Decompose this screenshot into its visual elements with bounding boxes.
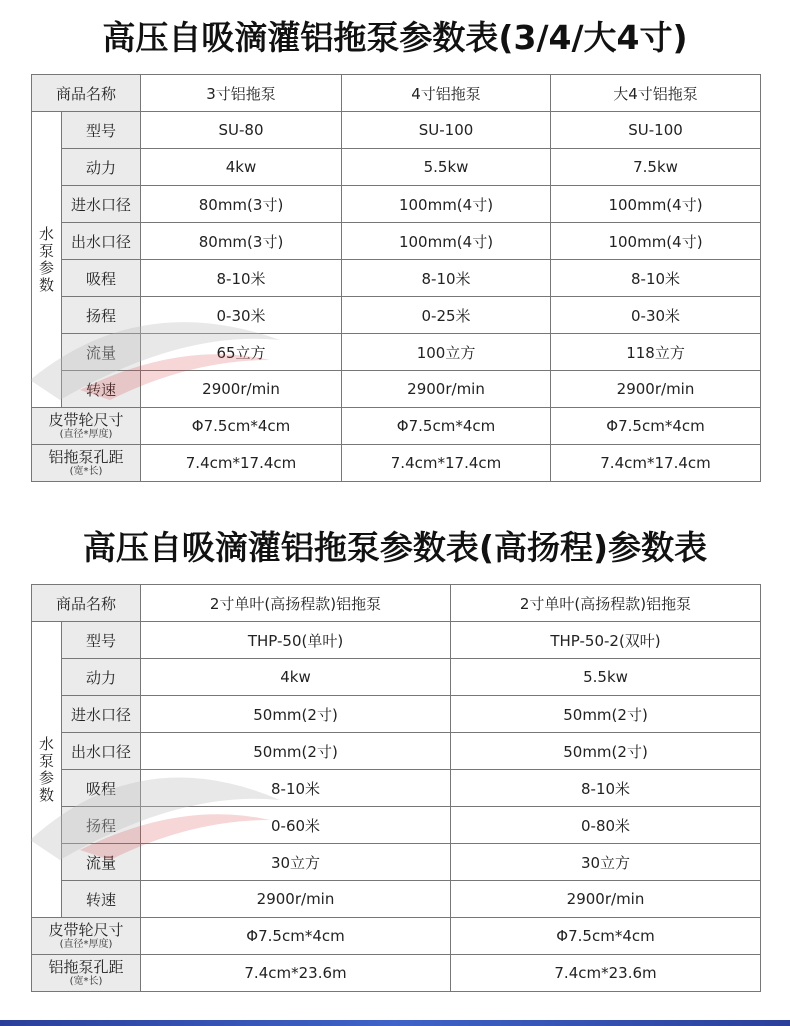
row-label-with-sub xyxy=(32,408,141,445)
table-row xyxy=(32,733,761,770)
table-row xyxy=(32,770,761,807)
table-cell: Φ7.5cm*4cm xyxy=(342,408,551,445)
row-label: 转速 xyxy=(62,371,141,408)
table-cell: Φ7.5cm*4cm xyxy=(551,408,761,445)
table-row xyxy=(32,807,761,844)
product-column-header: 4寸铝拖泵 xyxy=(342,75,551,112)
table-cell: 0-25米 xyxy=(342,297,551,334)
row-label: 皮带轮尺寸 xyxy=(48,411,124,429)
product-column-header: 2寸单叶(高扬程款)铝拖泵 xyxy=(141,585,451,622)
row-label-with-sub xyxy=(32,918,141,955)
table-cell: 8-10米 xyxy=(141,260,342,297)
product-column-header: 3寸铝拖泵 xyxy=(141,75,342,112)
spec-table-2 xyxy=(31,584,761,992)
row-sublabel: (直径*厚度) xyxy=(59,429,113,440)
table-cell: 8-10米 xyxy=(342,260,551,297)
table-cell: 30立方 xyxy=(141,844,451,881)
row-label: 流量 xyxy=(62,844,141,881)
table-cell: 80mm(3寸) xyxy=(141,223,342,260)
table-cell: Φ7.5cm*4cm xyxy=(141,408,342,445)
table-row xyxy=(32,881,761,918)
table-cell: 50mm(2寸) xyxy=(141,733,451,770)
row-label: 动力 xyxy=(62,659,141,696)
table-cell: Φ7.5cm*4cm xyxy=(451,918,761,955)
product-column-header: 大4寸铝拖泵 xyxy=(551,75,761,112)
table-cell: 7.4cm*17.4cm xyxy=(551,445,761,482)
table-row xyxy=(32,445,761,482)
header-row xyxy=(32,75,761,112)
table-cell: 0-60米 xyxy=(141,807,451,844)
row-sublabel: (宽*长) xyxy=(69,466,103,477)
table-row xyxy=(32,149,761,186)
row-label: 吸程 xyxy=(62,260,141,297)
table-cell: 118立方 xyxy=(551,334,761,371)
row-label: 动力 xyxy=(62,149,141,186)
table-row xyxy=(32,334,761,371)
row-label: 皮带轮尺寸 xyxy=(48,921,124,939)
table-row xyxy=(32,696,761,733)
row-label: 扬程 xyxy=(62,807,141,844)
table-row xyxy=(32,371,761,408)
table-cell: 7.4cm*23.6m xyxy=(451,955,761,992)
table-cell: 4kw xyxy=(141,149,342,186)
table-cell: 100mm(4寸) xyxy=(551,223,761,260)
table-row xyxy=(32,955,761,992)
table-cell: 8-10米 xyxy=(451,770,761,807)
table-cell: 2900r/min xyxy=(551,371,761,408)
table-cell: 100mm(4寸) xyxy=(551,186,761,223)
table-row xyxy=(32,297,761,334)
table-cell: 50mm(2寸) xyxy=(141,696,451,733)
row-label: 转速 xyxy=(62,881,141,918)
table-row xyxy=(32,260,761,297)
table-row xyxy=(32,112,761,149)
pump-params-group-label: 水泵参数 xyxy=(32,622,62,918)
row-label: 进水口径 xyxy=(62,186,141,223)
table-cell: 0-30米 xyxy=(141,297,342,334)
row-sublabel: (直径*厚度) xyxy=(59,939,113,950)
table-row xyxy=(32,223,761,260)
row-label: 铝拖泵孔距 xyxy=(48,958,124,976)
table-row xyxy=(32,659,761,696)
table-cell: 5.5kw xyxy=(342,149,551,186)
table-cell: SU-100 xyxy=(342,112,551,149)
product-name-label: 商品名称 xyxy=(32,585,141,622)
page-title-2: 高压自吸滴灌铝拖泵参数表(高扬程)参数表 xyxy=(82,528,708,567)
table-cell: 8-10米 xyxy=(551,260,761,297)
row-label: 进水口径 xyxy=(62,696,141,733)
row-label: 铝拖泵孔距 xyxy=(48,448,124,466)
table-cell: SU-80 xyxy=(141,112,342,149)
table-cell: 0-80米 xyxy=(451,807,761,844)
table-cell: THP-50(单叶) xyxy=(141,622,451,659)
table-cell: 4kw xyxy=(141,659,451,696)
product-column-header: 2寸单叶(高扬程款)铝拖泵 xyxy=(451,585,761,622)
spec-table-1 xyxy=(31,74,761,482)
row-sublabel: (宽*长) xyxy=(69,976,103,987)
table-cell: 2900r/min xyxy=(342,371,551,408)
table-cell: 2900r/min xyxy=(451,881,761,918)
table-cell: 7.5kw xyxy=(551,149,761,186)
row-label: 型号 xyxy=(62,622,141,659)
table-cell: 0-30米 xyxy=(551,297,761,334)
table-row xyxy=(32,918,761,955)
row-label: 型号 xyxy=(62,112,141,149)
table-cell: SU-100 xyxy=(551,112,761,149)
row-label: 出水口径 xyxy=(62,733,141,770)
table-row xyxy=(32,408,761,445)
table-cell: 65立方 xyxy=(141,334,342,371)
table-row xyxy=(32,186,761,223)
table-cell: 5.5kw xyxy=(451,659,761,696)
page-title-1: 高压自吸滴灌铝拖泵参数表(3/4/大4寸) xyxy=(102,18,688,57)
header-row xyxy=(32,585,761,622)
table-cell: 30立方 xyxy=(451,844,761,881)
row-label: 流量 xyxy=(62,334,141,371)
row-label: 吸程 xyxy=(62,770,141,807)
table-cell: 7.4cm*17.4cm xyxy=(141,445,342,482)
table-cell: 2900r/min xyxy=(141,881,451,918)
row-label: 扬程 xyxy=(62,297,141,334)
table-row xyxy=(32,844,761,881)
table-cell: 7.4cm*17.4cm xyxy=(342,445,551,482)
table-cell: 8-10米 xyxy=(141,770,451,807)
product-name-label: 商品名称 xyxy=(32,75,141,112)
table-cell: 50mm(2寸) xyxy=(451,696,761,733)
table-cell: 50mm(2寸) xyxy=(451,733,761,770)
table-row xyxy=(32,622,761,659)
table-cell: Φ7.5cm*4cm xyxy=(141,918,451,955)
row-label-with-sub xyxy=(32,445,141,482)
table-cell: 7.4cm*23.6m xyxy=(141,955,451,992)
table-cell: 100立方 xyxy=(342,334,551,371)
table-cell: 100mm(4寸) xyxy=(342,186,551,223)
row-label-with-sub xyxy=(32,955,141,992)
row-label: 出水口径 xyxy=(62,223,141,260)
table-cell: THP-50-2(双叶) xyxy=(451,622,761,659)
table-cell: 100mm(4寸) xyxy=(342,223,551,260)
table-cell: 80mm(3寸) xyxy=(141,186,342,223)
bottom-bar xyxy=(0,1020,790,1026)
pump-params-group-label: 水泵参数 xyxy=(32,112,62,408)
table-cell: 2900r/min xyxy=(141,371,342,408)
